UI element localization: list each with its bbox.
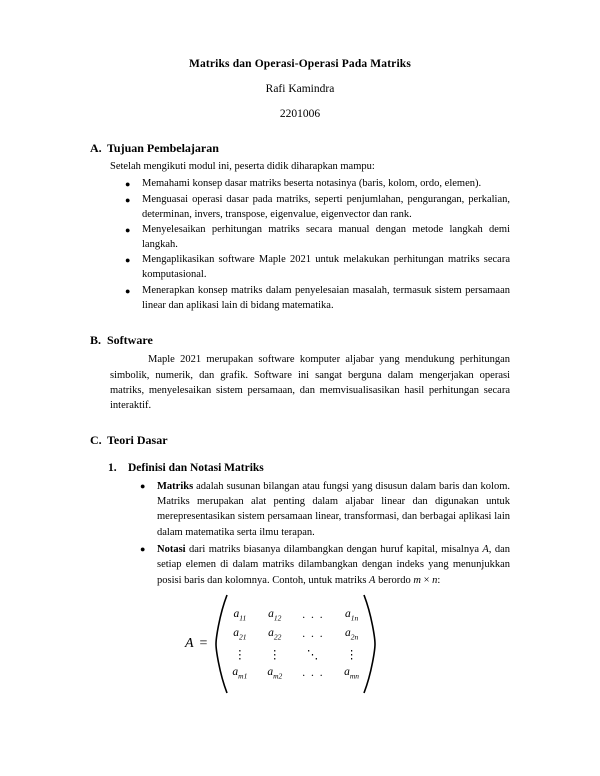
matrix-cell: $a_{m2}$ bbox=[267, 665, 283, 680]
author-name: Rafi Kamindra bbox=[265, 82, 335, 95]
matrix-ellipsis-vertical: ⋮ bbox=[234, 648, 246, 661]
section-letter-a: A. bbox=[90, 141, 102, 156]
matrix-cell: $a_{2n}$ bbox=[344, 627, 359, 642]
bullet-icon: ● bbox=[125, 179, 131, 190]
matrix-cell: $a_{m1}$ bbox=[232, 665, 248, 680]
section-heading-c bbox=[90, 433, 510, 448]
bullet-icon: ● bbox=[125, 194, 131, 205]
matrix-cell: $a_{12}$ bbox=[268, 608, 282, 623]
section-b-paragraph: Maple 2021 merupakan software komputer aljabar yang mendukung perhitungan simbolik, numerik, dan grafik. Software ini sangat berguna dalam mengerjakan operasi matriks, menyelesaikan sistem persamaan, dan memvisualisasikan hasil perhitungan secara interaktif. bbox=[110, 354, 510, 412]
matrix-cell: $a_{mn}$ bbox=[344, 665, 360, 680]
term-notasi-text-1: dari matriks biasanya dilambangkan dengan huruf kapital, misalnya bbox=[185, 544, 483, 556]
list-item-text: Mengaplikasikan software Maple 2021 untuk melakukan perhitungan matriks secara komputasional. bbox=[142, 254, 510, 281]
bullet-icon: ● bbox=[140, 480, 146, 491]
list-item bbox=[140, 479, 510, 540]
bullet-icon: ● bbox=[140, 544, 146, 555]
matrix-grid bbox=[228, 603, 363, 685]
matrix-cell: $a_{21}$ bbox=[233, 627, 247, 642]
list-item bbox=[125, 223, 510, 253]
list-item bbox=[125, 253, 510, 283]
list-item bbox=[140, 542, 510, 588]
term-notasi-text-4: : bbox=[437, 574, 441, 586]
subsection-title: Definisi dan Notasi Matriks bbox=[128, 462, 264, 475]
section-teori-dasar bbox=[90, 433, 510, 694]
section-letter-b: B. bbox=[90, 333, 102, 348]
section-heading-a bbox=[90, 141, 510, 156]
list-item bbox=[125, 193, 510, 223]
matrix-equation bbox=[108, 594, 510, 694]
matrix-label-a: A bbox=[184, 636, 194, 651]
math-variable-a-1: A bbox=[482, 544, 489, 556]
section-a-bullet-list bbox=[90, 177, 510, 313]
subsection-definisi-notasi-matriks bbox=[108, 461, 510, 694]
math-times-symbol: × bbox=[420, 574, 433, 586]
equals-sign: = bbox=[199, 636, 208, 651]
page-content bbox=[90, 58, 510, 694]
subsection-heading bbox=[108, 461, 510, 475]
student-id: 2201006 bbox=[279, 107, 321, 120]
term-matriks: Matriks bbox=[157, 480, 194, 492]
section-heading-b bbox=[90, 333, 510, 348]
section-title-a: Tujuan Pembelajaran bbox=[107, 141, 219, 156]
section-title-c: Teori Dasar bbox=[107, 433, 168, 448]
section-letter-c: C. bbox=[90, 433, 102, 448]
term-notasi: Notasi bbox=[157, 544, 186, 556]
subsection-number: 1. bbox=[108, 462, 117, 475]
matrix-cell: $a_{1n}$ bbox=[344, 608, 359, 623]
term-notasi-text-3: berordo bbox=[375, 574, 414, 586]
section-tujuan-pembelajaran bbox=[90, 141, 510, 313]
section-software bbox=[90, 333, 510, 413]
title-block bbox=[90, 58, 510, 121]
math-variable-m: m bbox=[413, 574, 421, 586]
math-variable-n: n bbox=[432, 574, 438, 586]
left-parenthesis-icon bbox=[214, 594, 228, 694]
matrix-ellipsis-horizontal: . . . bbox=[302, 628, 325, 641]
bullet-icon: ● bbox=[125, 225, 131, 236]
list-item-text: Menerapkan konsep matriks dalam penyelesaian masalah, termasuk sistem persamaan linear dan aplikasi lain di bidang matematika. bbox=[142, 284, 510, 311]
matrix-cell: $a_{11}$ bbox=[233, 608, 247, 623]
page-title: Matriks dan Operasi-Operasi Pada Matriks bbox=[189, 58, 411, 70]
list-item-text: Menyelesaikan perhitungan matriks secara manual dengan metode langkah demi langkah. bbox=[142, 224, 510, 250]
math-variable-a-2: A bbox=[369, 574, 376, 586]
section-a-lead: Setelah mengikuti modul ini, peserta didik diharapkan mampu: bbox=[110, 161, 375, 173]
right-parenthesis-icon bbox=[363, 594, 377, 694]
term-notasi-text-2: , dan setiap elemen di dalam matriks dilambangkan dengan indeks yang menunjukkan posisi baris dan kolomnya. Contoh, untuk matriks bbox=[157, 544, 510, 586]
matrix-ellipsis-vertical: ⋮ bbox=[345, 648, 358, 661]
bullet-icon: ● bbox=[125, 285, 131, 296]
matrix-cell: $a_{22}$ bbox=[268, 627, 282, 642]
section-title-b: Software bbox=[107, 333, 153, 348]
list-item-text: Menguasai operasi dasar pada matriks, seperti penjumlahan, pengurangan, perkalian, determinan, invers, transpose, eigenvalue, eigenvector dan rank. bbox=[142, 193, 510, 220]
matrix-ellipsis-diagonal: ⋱ bbox=[306, 648, 320, 661]
matrix-ellipsis-horizontal: . . . bbox=[302, 666, 325, 679]
list-item bbox=[125, 177, 510, 192]
matrix-equation-inner bbox=[185, 594, 377, 694]
matrix-ellipsis-horizontal: . . . bbox=[302, 609, 325, 622]
list-item-text: Memahami konsep dasar matriks beserta notasinya (baris, kolom, ordo, elemen). bbox=[142, 178, 482, 190]
matrix-ellipsis-vertical: ⋮ bbox=[269, 648, 281, 661]
list-item bbox=[125, 284, 510, 314]
bullet-icon: ● bbox=[125, 255, 131, 266]
term-matriks-definition: adalah susunan bilangan atau fungsi yang disusun dalam baris dan kolom. Matriks merupakan alat penting dalam aljabar linear dan digunakan untuk merepresentasikan sistem persamaan linear, transformasi, dan berbagai aplikasi lain dalam matematika serta ilmu terapan. bbox=[157, 480, 510, 538]
subsection-bullet-list bbox=[108, 479, 510, 588]
